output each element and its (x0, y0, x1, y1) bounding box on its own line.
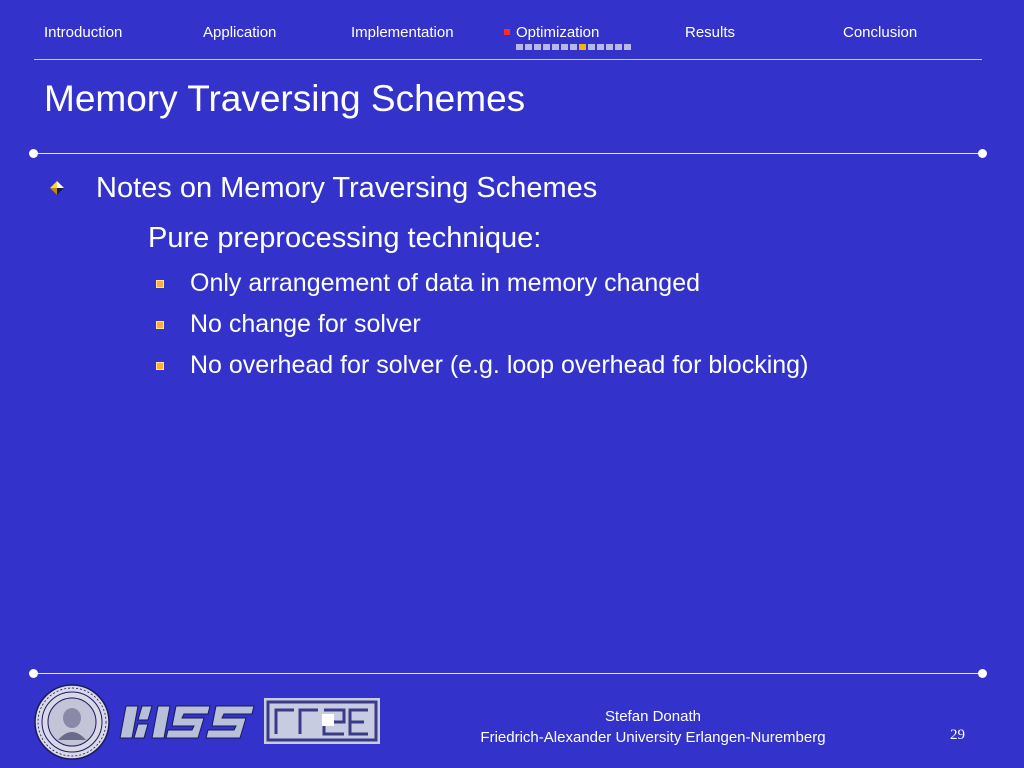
page-number: 29 (950, 727, 965, 743)
progress-dot (525, 44, 532, 50)
rule-endpoint-dot (29, 669, 38, 678)
sub-bullet-text: No overhead for solver (e.g. loop overhead for blocking) (190, 351, 809, 379)
diamond-bullet-icon (50, 181, 64, 195)
square-bullet-icon (156, 362, 164, 370)
header-divider (34, 59, 982, 60)
nav-label: Introduction (44, 24, 123, 41)
nav-label: Implementation (351, 24, 454, 41)
university-seal-logo (34, 684, 110, 760)
nav-item-results[interactable] (685, 24, 735, 41)
current-section-marker-icon (504, 29, 510, 35)
progress-dot (588, 44, 595, 50)
square-bullet-icon (156, 321, 164, 329)
nav-item-conclusion[interactable] (843, 24, 917, 41)
section-nav (0, 24, 1024, 44)
rule-endpoint-dot (29, 149, 38, 158)
progress-dot (516, 44, 523, 50)
subheading-text: Pure preprocessing technique: (148, 222, 542, 254)
progress-dot-current (579, 44, 586, 50)
footer-credits (440, 706, 866, 748)
progress-dot (624, 44, 631, 50)
nav-label: Optimization (516, 24, 600, 41)
progress-dot (534, 44, 541, 50)
bullet-text: Notes on Memory Traversing Schemes (96, 172, 598, 204)
rule-endpoint-dot (978, 149, 987, 158)
progress-dot (561, 44, 568, 50)
nav-label: Application (203, 24, 277, 41)
slide-title: Memory Traversing Schemes (44, 78, 526, 119)
sub-bullet-text: No change for solver (190, 310, 421, 338)
rrze-logo (264, 698, 380, 744)
nav-label: Results (685, 24, 736, 41)
title-rule (33, 153, 983, 154)
nav-item-introduction[interactable] (44, 24, 122, 41)
rule-endpoint-dot (978, 669, 987, 678)
lss-logo (118, 700, 258, 744)
nav-item-application[interactable] (203, 24, 276, 41)
progress-dot (615, 44, 622, 50)
progress-dot (552, 44, 559, 50)
square-bullet-icon (156, 280, 164, 288)
sub-bullet-text: Only arrangement of data in memory changed (190, 269, 700, 297)
section-progress-dots (516, 44, 631, 50)
nav-label: Conclusion (843, 24, 918, 41)
nav-item-implementation[interactable] (351, 24, 454, 41)
footer-rule (33, 673, 983, 674)
progress-dot (606, 44, 613, 50)
progress-dot (570, 44, 577, 50)
affiliation: Friedrich-Alexander University Erlangen-Nuremberg (480, 729, 826, 746)
progress-dot (597, 44, 604, 50)
progress-dot (543, 44, 550, 50)
author-name: Stefan Donath (605, 708, 701, 725)
nav-item-optimization[interactable] (504, 24, 599, 41)
